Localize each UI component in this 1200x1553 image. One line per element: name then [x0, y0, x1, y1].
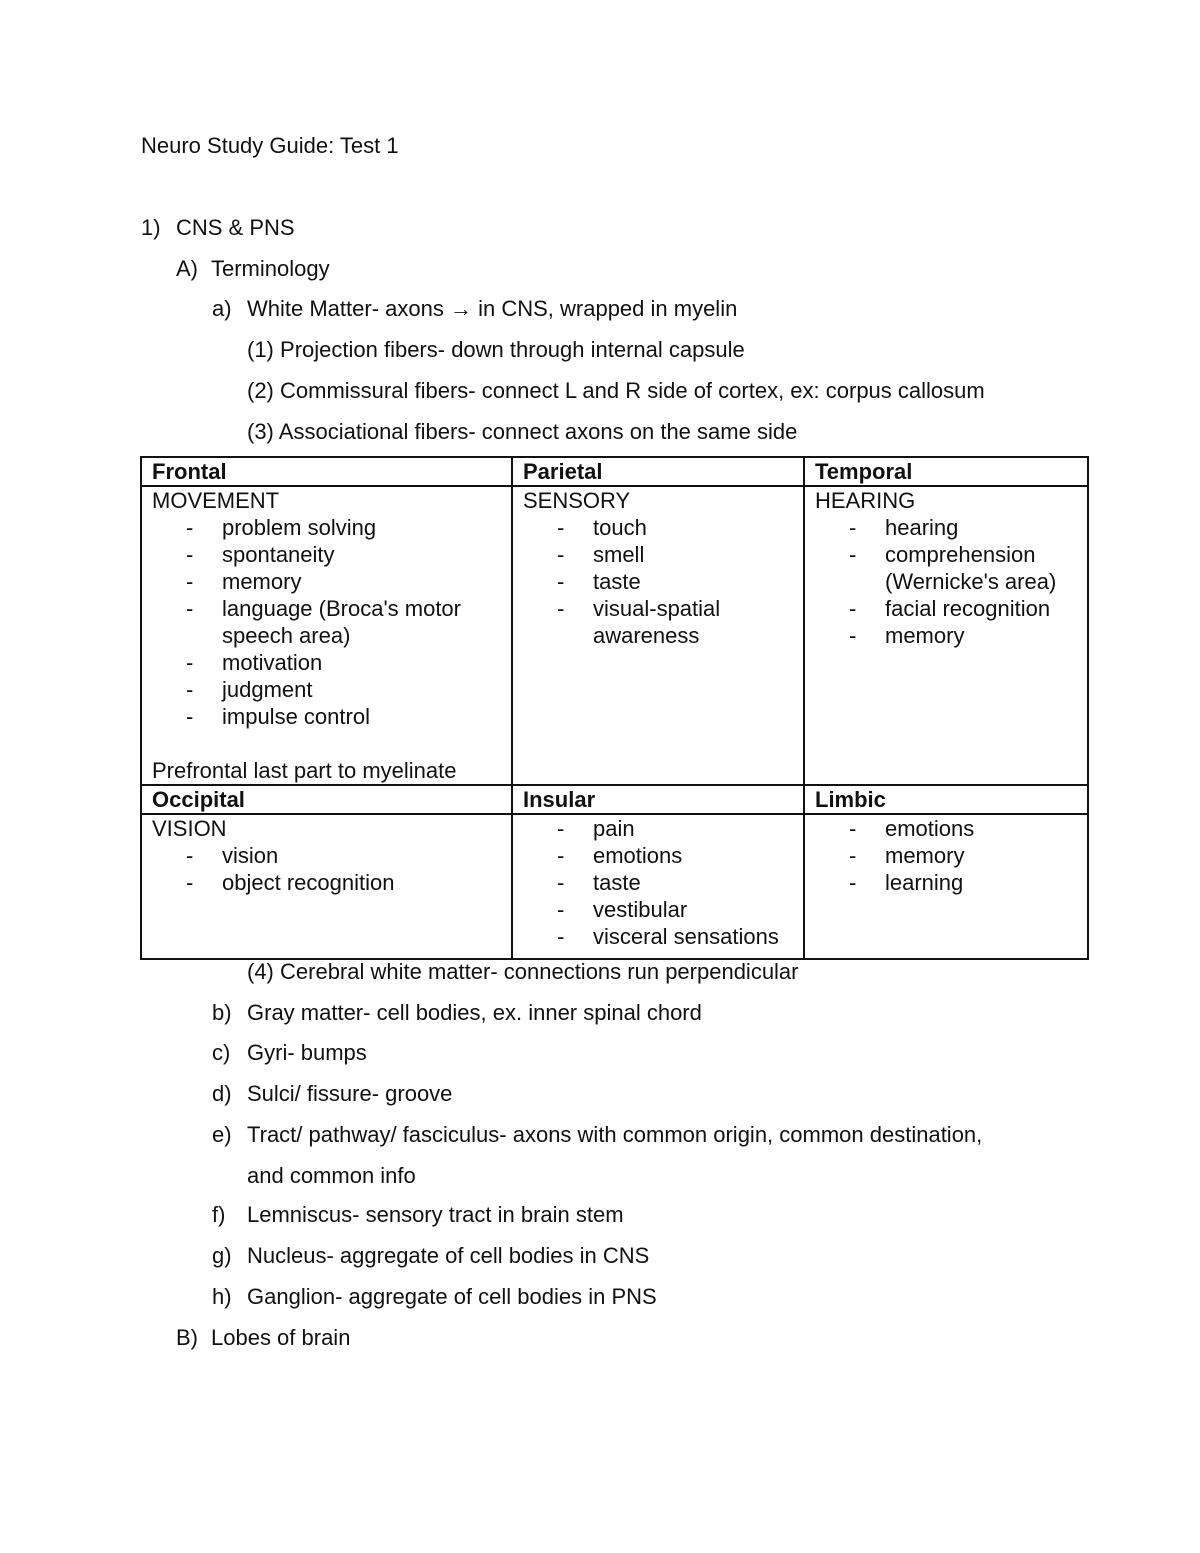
page-title: Neuro Study Guide: Test 1: [141, 133, 399, 158]
occipital-list: [152, 842, 501, 896]
subsection-a-marker: A): [176, 256, 198, 281]
term-item-continuation: [247, 1163, 416, 1189]
lobes-table: [140, 456, 1089, 960]
list-item: - taste: [557, 569, 641, 594]
list-item: - hearing: [849, 515, 959, 540]
term-marker: c): [212, 1040, 231, 1065]
list-item: - visual-spatial awareness: [557, 596, 721, 648]
term-text: Sulci/ fissure- groove: [247, 1081, 453, 1106]
fiber-text: Projection fibers- down through internal capsule: [280, 337, 745, 362]
term-marker: g): [212, 1243, 232, 1268]
frontal-list: [152, 514, 501, 730]
subsection-b-marker: B): [176, 1325, 198, 1350]
fiber-text: Commissural fibers- connect L and R side of cortex, ex: corpus callosum: [280, 378, 985, 403]
term-text: Ganglion- aggregate of cell bodies in PNS: [247, 1284, 657, 1309]
parietal-list: [523, 514, 793, 649]
term-text: Tract/ pathway/ fasciculus- axons with common origin, common destination,: [247, 1122, 983, 1147]
table-header-row: [141, 785, 1088, 814]
term-text: Gray matter- cell bodies, ex. inner spinal chord: [247, 1000, 702, 1025]
cell-parietal: [512, 486, 804, 785]
section-1-marker: 1): [141, 215, 161, 240]
insular-list: [523, 815, 793, 950]
list-item: - vestibular: [557, 897, 688, 922]
list-item: - learning: [849, 870, 964, 895]
cell-limbic: [804, 814, 1088, 959]
term-marker: h): [212, 1284, 232, 1309]
cell-occipital: [141, 814, 512, 959]
list-item: - judgment: [186, 677, 313, 702]
fiber-item: [247, 419, 797, 445]
term-marker: f): [212, 1202, 226, 1227]
header-occipital: Occipital: [141, 785, 512, 814]
list-item: - emotions: [849, 816, 975, 841]
term-text: Lemniscus- sensory tract in brain stem: [247, 1202, 624, 1227]
white-matter-text-cont: in CNS, wrapped in myelin: [478, 296, 738, 321]
list-item: - pain: [557, 816, 635, 841]
list-item: - object recognition: [186, 870, 395, 895]
list-item: - memory: [186, 569, 302, 594]
fiber-item: [247, 959, 799, 985]
subsection-b-text: Lobes of brain: [211, 1325, 351, 1350]
fiber-marker: (2): [247, 378, 274, 403]
term-marker: d): [212, 1081, 232, 1106]
frontal-note: Prefrontal last part to myelinate: [152, 758, 457, 783]
list-item: - impulse control: [186, 704, 370, 729]
temporal-caption: HEARING: [815, 488, 916, 513]
term-text: Gyri- bumps: [247, 1040, 367, 1065]
list-item: - taste: [557, 870, 641, 895]
fiber-item: [247, 337, 745, 363]
header-limbic: Limbic: [804, 785, 1088, 814]
fiber-marker: (1): [247, 337, 274, 362]
limbic-list: [815, 815, 1077, 896]
table-header-row: [141, 457, 1088, 486]
list-item: - visceral sensations: [557, 924, 779, 949]
list-item: - language (Broca's motor speech area): [186, 596, 461, 648]
parietal-caption: SENSORY: [523, 488, 631, 513]
temporal-list: [815, 514, 1077, 649]
list-item: - memory: [849, 843, 965, 868]
term-marker: e): [212, 1122, 232, 1147]
list-item: - emotions: [557, 843, 683, 868]
term-marker: b): [212, 1000, 232, 1025]
section-1-text: CNS & PNS: [176, 215, 295, 240]
white-matter-text: White Matter- axons: [247, 296, 444, 321]
fiber-marker: (3): [247, 419, 274, 444]
table-row: [141, 814, 1088, 959]
occipital-caption: VISION: [152, 816, 227, 841]
list-item: - touch: [557, 515, 647, 540]
fiber-marker: (4): [247, 959, 274, 984]
term-text: Nucleus- aggregate of cell bodies in CNS: [247, 1243, 650, 1268]
table-row: [141, 486, 1088, 785]
term-text: [247, 296, 737, 322]
cell-temporal: [804, 486, 1088, 785]
list-item: - problem solving: [186, 515, 377, 540]
subsection-a-text: Terminology: [211, 256, 330, 281]
header-insular: Insular: [512, 785, 804, 814]
list-item: - spontaneity: [186, 542, 335, 567]
arrow-right-icon: →: [449, 296, 472, 321]
list-item: - comprehension (Wernicke's area): [849, 542, 1057, 594]
fiber-text: Cerebral white matter- connections run perpendicular: [280, 959, 799, 984]
fiber-item: [247, 378, 985, 404]
cell-frontal: [141, 486, 512, 785]
fiber-text: Associational fibers- connect axons on the same side: [278, 419, 798, 444]
list-item: - smell: [557, 542, 645, 567]
list-item: - vision: [186, 843, 279, 868]
header-temporal: Temporal: [804, 457, 1088, 486]
list-item: - motivation: [186, 650, 323, 675]
term-marker: a): [212, 296, 232, 321]
header-parietal: Parietal: [512, 457, 804, 486]
list-item: - memory: [849, 623, 965, 648]
frontal-caption: MOVEMENT: [152, 488, 280, 513]
cell-insular: [512, 814, 804, 959]
header-frontal: Frontal: [141, 457, 512, 486]
term-text: and common info: [247, 1163, 416, 1188]
list-item: - facial recognition: [849, 596, 1051, 621]
